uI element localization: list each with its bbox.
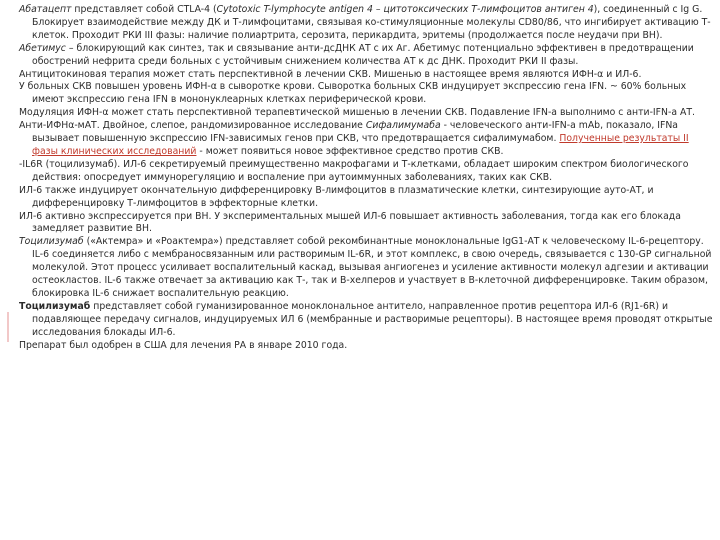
left-accent-mark	[7, 312, 9, 342]
document-body	[19, 4, 713, 352]
text: – блокирующий как синтез, так и связывание анти-дсДНК АТ с их Аг. Абетимус потенциально эффективен в предотвращении обострений нефрита среди больных с устойчивым снижением количества АТ к дс ДНК. Проходит РКИ II фазы.	[32, 42, 694, 67]
term-ctla4-en: Cytotoxic T-lymphocyte antigen 4 – цитотоксических Т-лимфоцитов антиген 4	[216, 4, 594, 15]
paragraph-il6r: -IL6R (тоцилизумаб). ИЛ-6 секретируемый преимущественно макрофагами и Т-клетками, обладает широким спектром биологического действия: опосредует иммунорегуляцию и воспаление при аутоиммунных заболеваниях, таких как СКВ.	[19, 158, 689, 183]
paragraph-ifn-modulation: Модуляция ИФН-α может стать перспективной терапевтической мишенью в лечении СКВ. Подавление IFN-a выполнимо с анти-IFN-a АТ.	[19, 107, 695, 119]
term-abatacept: Абатацепт	[19, 4, 72, 15]
paragraph-anticytokine: Антицитокиновая терапия может стать перспективной в лечении СКВ. Мишенью в настоящее время являются ИФН-α и ИЛ-6.	[19, 68, 642, 80]
term-sifalimumab: Сифалимумаба	[365, 120, 441, 132]
paragraph-tocilizumab-1	[19, 236, 713, 301]
term-tocilizumab: Тоцилизумаб	[19, 236, 84, 248]
paragraph-il6-expression: ИЛ-6 активно экспрессируется при ВН. У экспериментальных мышей ИЛ-6 повышает активность заболевания, тогда как его блокада замедляет развитие ВН.	[19, 210, 681, 235]
text: - может появиться новое эффективное средство против СКВ.	[196, 145, 504, 157]
text: представляет собой CTLA-4 (	[71, 4, 217, 15]
paragraph-tocilizumab-2	[19, 301, 713, 340]
paragraph-approval: Препарат был одобрен в США для лечения РА в январе 2010 года.	[19, 339, 348, 351]
text: Анти-ИФНα-мАТ. Двойное, слепое, рандомизированное исследование	[19, 120, 366, 132]
paragraph-il6-differentiation: ИЛ-6 также индуцирует окончательную дифференцировку В-лимфоцитов в плазматические клетки, синтезирующие ауто-АТ, и дифференцировку Т-лимфоцитов в эффекторные клетки.	[19, 184, 654, 209]
text: представляет собой гуманизированное моноклональное антитело, направленное против рецептора ИЛ-6 (RJ1-6R) и подавляющее передачу сигналов, индуцируемых ИЛ 6 (мембранные и растворимые рецепторы). В настоящее время проводят открытые исследования блокады ИЛ-6.	[32, 300, 713, 338]
paragraph-abetimus	[19, 43, 713, 69]
paragraph-ifn-level: У больных СКВ повышен уровень ИФН-α в сыворотке крови. Сыворотка больных СКВ индуцирует экспрессию гена IFN. ~ 60% больных имеют экспрессию гена IFN в мононуклеарных клетках периферической крови.	[19, 81, 687, 106]
text: - человеческого анти-IFN-a mAb, показало, IFNa вызывает повышенную экспрессию IFN-зависимых генов при СКВ, что предотвращается сифалимумабом.	[32, 120, 678, 145]
text: ), соединенный с Ig G. Блокирует взаимодействие между ДК и Т-лимфоцитами, связывая ко-стимуляционные молекулы CD80/86, что ингибирует активацию Т-клеток. Проходит РКИ III фазы: наличие полиартрита, серозита, перикардита, эритемы (продолжается после неудачи при ВН).	[32, 4, 711, 41]
text: («Актемра» и «Роактемра») представляет собой рекомбинантные моноклональные IgG1-АТ к человеческому IL-6-рецептору. IL-6 соединяется либо с мембраносвязанным или растворимым IL-6R, и этот комплекс, в свою очередь, связывается с 130-GP сигнальной молекулой. Этот процесс усиливает воспалительный каскад, вызывая ангиогенез и усиление активности молекул адгезии и активации остеокластов. IL-6 также отвечает за активацию как Т-, так и В-хелперов и участвует в В-клеточной дифференцировке. Таким образом, блокировка IL-6 снижает воспалительную реакцию.	[32, 236, 712, 299]
paragraph-abatacept	[19, 4, 713, 43]
term-tocilizumab-bold: Тоцилизумаб	[19, 300, 91, 312]
phase2-results-link[interactable]: Полученные результаты II фазы клинических исследований	[32, 133, 689, 157]
paragraph-anti-ifn	[19, 120, 713, 159]
term-abetimus: Абетимус	[19, 42, 66, 54]
